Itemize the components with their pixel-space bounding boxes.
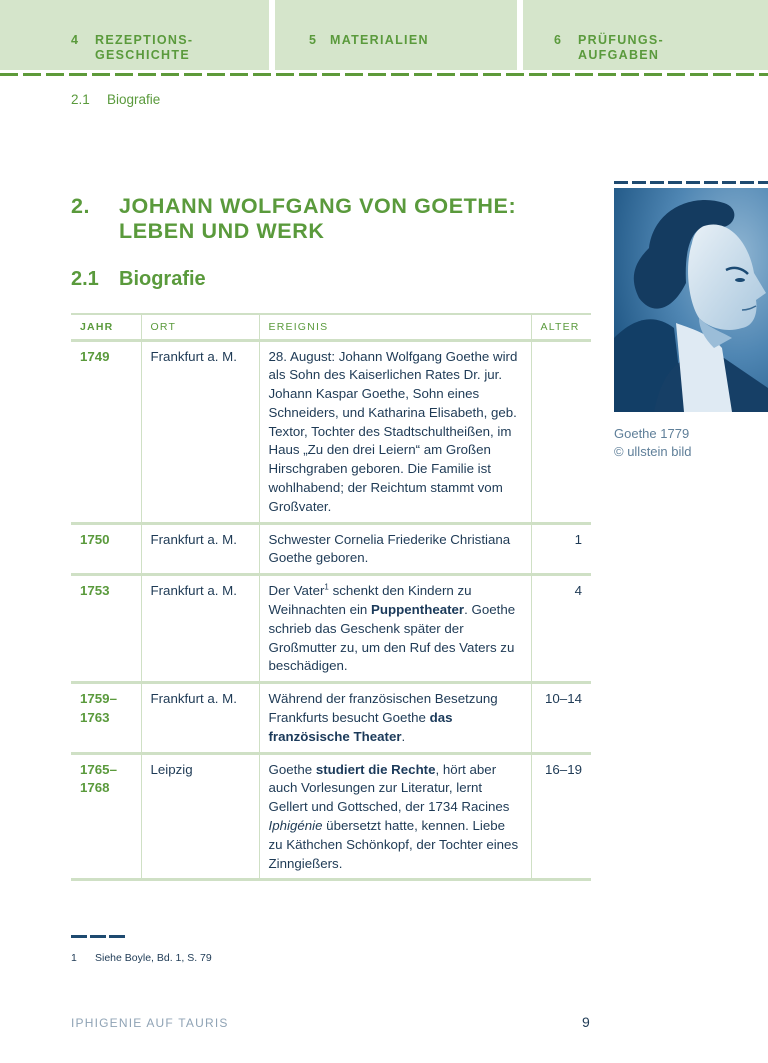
chapter-number: 2. xyxy=(71,194,91,218)
column-header-event: EREIGNIS xyxy=(259,314,531,340)
cell-place: Frankfurt a. M. xyxy=(141,683,259,753)
cell-year: 1749 xyxy=(71,340,141,523)
table-row xyxy=(71,523,591,575)
footnote-text: Siehe Boyle, Bd. 1, S. 79 xyxy=(95,952,212,964)
footnote-number: 1 xyxy=(71,952,77,964)
cell-event: Der Vater$^1$ schenkt den Kindern zu Weihnachten ein Puppentheater. Goethe schrieb das Geschenk später der Großmutter zu, um den Ruf des Vaters zu beschädigen. xyxy=(259,575,531,683)
column-header-age: ALTER xyxy=(531,314,591,340)
cell-year: 1750 xyxy=(71,523,141,575)
portrait-caption: Goethe 1779 © ullstein bild xyxy=(614,426,692,459)
cell-year: 1759– 1763 xyxy=(71,683,141,753)
goethe-portrait-image xyxy=(614,188,768,412)
cell-age: 1 xyxy=(531,523,591,575)
running-head: 2.1 Biografie xyxy=(71,92,161,107)
tab-rezeptionsgeschichte[interactable] xyxy=(0,0,269,70)
chapter-title: JOHANN WOLFGANG VON GOETHE: LEBEN UND WERK xyxy=(119,194,517,243)
tab-number: 5 xyxy=(309,33,317,47)
column-header-year: JAHR xyxy=(71,314,141,340)
cell-place: Frankfurt a. M. xyxy=(141,523,259,575)
cell-year: 1765– 1768 xyxy=(71,753,141,880)
tab-number: 4 xyxy=(71,33,79,47)
footnote xyxy=(71,952,212,964)
cell-age: 10–14 xyxy=(531,683,591,753)
page-number: 9 xyxy=(582,1014,590,1030)
cell-event: 28. August: Johann Wolfgang Goethe wird als Sohn des Kaiserlichen Rates Dr. jur. Johann Kaspar Goethe, Sohn eines Schneiders, und Katharina Elisabeth, geb. Textor, Tochter des Stadtschultheißen, im Haus „Zu den drei Leiern“ am Großen Hirschgraben geboren. Die Familie ist wohlhabend; der Reichtum stammt vom Großvater. xyxy=(259,340,531,523)
footnote-reference[interactable]: 1 xyxy=(324,582,329,592)
tab-materialien[interactable] xyxy=(275,0,517,70)
table-header-row xyxy=(71,314,591,340)
sidebar-dashed-divider xyxy=(614,181,768,184)
cell-event: Während der französischen Besetzung Frankfurts besucht Goethe das französische Theater. xyxy=(259,683,531,753)
tab-number: 6 xyxy=(554,33,562,47)
cell-age: 16–19 xyxy=(531,753,591,880)
cell-place: Frankfurt a. M. xyxy=(141,340,259,523)
cell-place: Leipzig xyxy=(141,753,259,880)
footnote-divider xyxy=(71,935,125,938)
cell-place: Frankfurt a. M. xyxy=(141,575,259,683)
cell-age: 4 xyxy=(531,575,591,683)
table-row xyxy=(71,340,591,523)
tab-label: PRÜFUNGS- AUFGABEN xyxy=(578,33,665,62)
table-row xyxy=(71,683,591,753)
cell-age xyxy=(531,340,591,523)
section-number: 2.1 xyxy=(71,268,99,290)
cell-year: 1753 xyxy=(71,575,141,683)
table-row xyxy=(71,575,591,683)
cell-event: Goethe studiert die Rechte, hört aber auch Vorlesungen zur Literatur, lernt Gellert und Gottsched, der 1734 Racines Iphigénie übersetzt hatte, kennen. Liebe zu Käthchen Schönkopf, der Tochter eines Zinngießers. xyxy=(259,753,531,880)
tab-label: MATERIALIEN xyxy=(330,33,429,47)
chapter-tabs xyxy=(0,0,768,70)
tab-label: REZEPTIONS- GESCHICHTE xyxy=(95,33,194,62)
cell-event: Schwester Cornelia Friederike Christiana Goethe geboren. xyxy=(259,523,531,575)
biography-table xyxy=(71,313,591,881)
section-heading xyxy=(71,268,206,291)
section-title: Biografie xyxy=(119,268,206,290)
table-row xyxy=(71,753,591,880)
tab-pruefungsaufgaben[interactable] xyxy=(523,0,768,70)
header-dashed-divider xyxy=(0,73,768,76)
column-header-place: ORT xyxy=(141,314,259,340)
footer-book-title: IPHIGENIE AUF TAURIS xyxy=(71,1016,229,1030)
